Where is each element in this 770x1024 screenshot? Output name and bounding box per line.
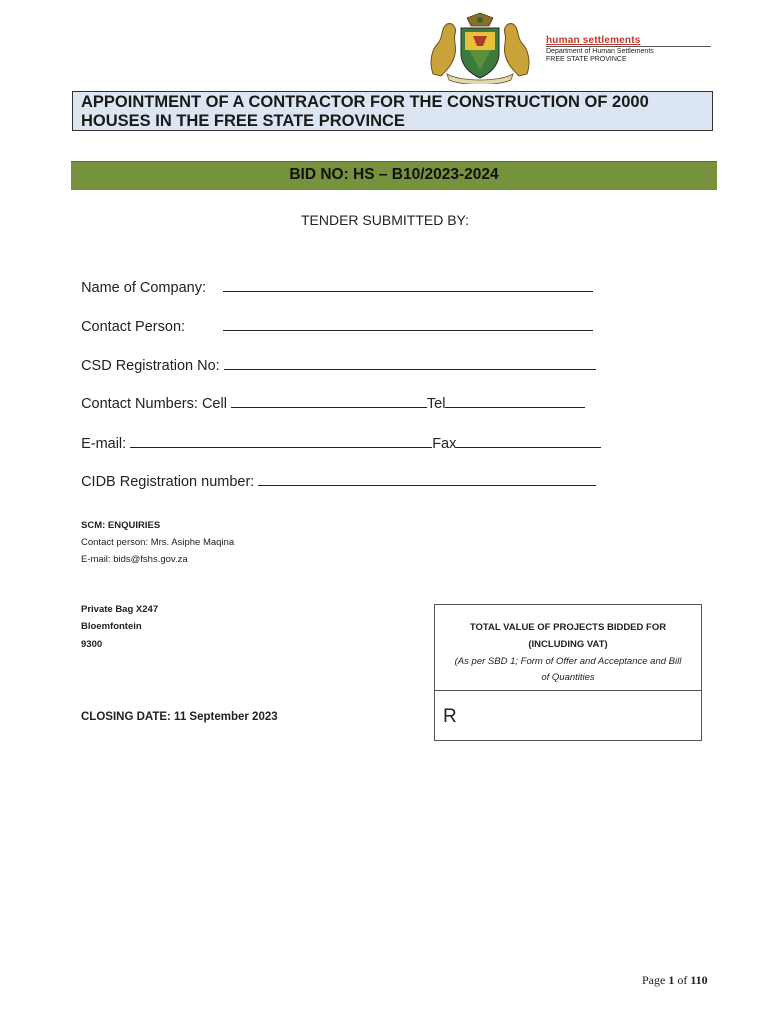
- email-blank[interactable]: [130, 435, 432, 448]
- csd-registration-label: CSD Registration No:: [81, 358, 220, 374]
- page-prefix: Page: [642, 973, 669, 987]
- tel-number-blank[interactable]: [445, 395, 585, 408]
- contact-person-blank[interactable]: [223, 318, 593, 331]
- total-value-divider: [434, 690, 702, 691]
- address-line-1: Private Bag X247: [81, 604, 159, 615]
- company-name-blank[interactable]: [223, 279, 593, 292]
- address-line-3: 9300: [81, 639, 103, 650]
- company-name-label: Name of Company:: [81, 280, 206, 296]
- cell-number-blank[interactable]: [231, 395, 427, 408]
- department-name: human settlements: [546, 35, 641, 46]
- page-current: 1: [668, 973, 675, 987]
- page-of: of: [674, 973, 691, 987]
- document-title-line-2: HOUSES IN THE FREE STATE PROVINCE: [81, 112, 405, 130]
- tel-label: Tel: [426, 396, 446, 412]
- email-label: E-mail:: [81, 436, 127, 452]
- enquiries-contact: Contact person: Mrs. Asiphe Maqina: [81, 537, 235, 548]
- tender-submitted-by-heading: TENDER SUBMITTED BY:: [300, 212, 470, 228]
- province-subtitle: FREE STATE PROVINCE: [546, 56, 627, 63]
- closing-date: CLOSING DATE: 11 September 2023: [81, 711, 278, 723]
- fax-label: Fax: [432, 436, 457, 452]
- bid-number: BID NO: HS – B10/2023-2024: [289, 166, 499, 183]
- header-divider: [546, 46, 711, 47]
- contact-numbers-label: Contact Numbers: Cell: [81, 396, 227, 412]
- fax-number-blank[interactable]: [456, 435, 601, 448]
- email-fax-field: [73, 419, 601, 452]
- contact-numbers-field: [73, 379, 585, 412]
- document-title-line-1: APPOINTMENT OF A CONTRACTOR FOR THE CONSTRUCTION OF 2000: [81, 93, 649, 111]
- page-total: 110: [690, 973, 708, 987]
- contact-person-label: Contact Person:: [81, 319, 186, 335]
- total-value-input[interactable]: R: [443, 706, 457, 727]
- page-number: [642, 973, 708, 988]
- address-line-2: Bloemfontein: [81, 621, 142, 632]
- enquiries-heading: SCM: ENQUIRIES: [81, 520, 161, 531]
- company-name-field: [73, 263, 593, 296]
- total-value-vat-note: (INCLUDING VAT): [528, 639, 608, 650]
- csd-registration-field: [73, 341, 596, 374]
- coat-of-arms-icon: [425, 12, 535, 84]
- total-value-bq-note: of Quantities: [541, 672, 595, 683]
- cidb-registration-field: [73, 457, 596, 490]
- csd-registration-blank[interactable]: [224, 357, 596, 370]
- department-subtitle: Department of Human Settlements: [546, 48, 654, 55]
- enquiries-email: E-mail: bids@fshs.gov.za: [81, 554, 188, 565]
- document-title-box: [72, 91, 713, 131]
- total-value-sbd-note: (As per SBD 1; Form of Offer and Acceptance and Bill: [454, 656, 682, 667]
- bid-number-bar: [71, 161, 717, 190]
- contact-person-field: [73, 302, 593, 335]
- cidb-registration-label: CIDB Registration number:: [81, 474, 255, 490]
- cidb-registration-blank[interactable]: [258, 473, 596, 486]
- total-value-heading: TOTAL VALUE OF PROJECTS BIDDED FOR: [469, 622, 667, 633]
